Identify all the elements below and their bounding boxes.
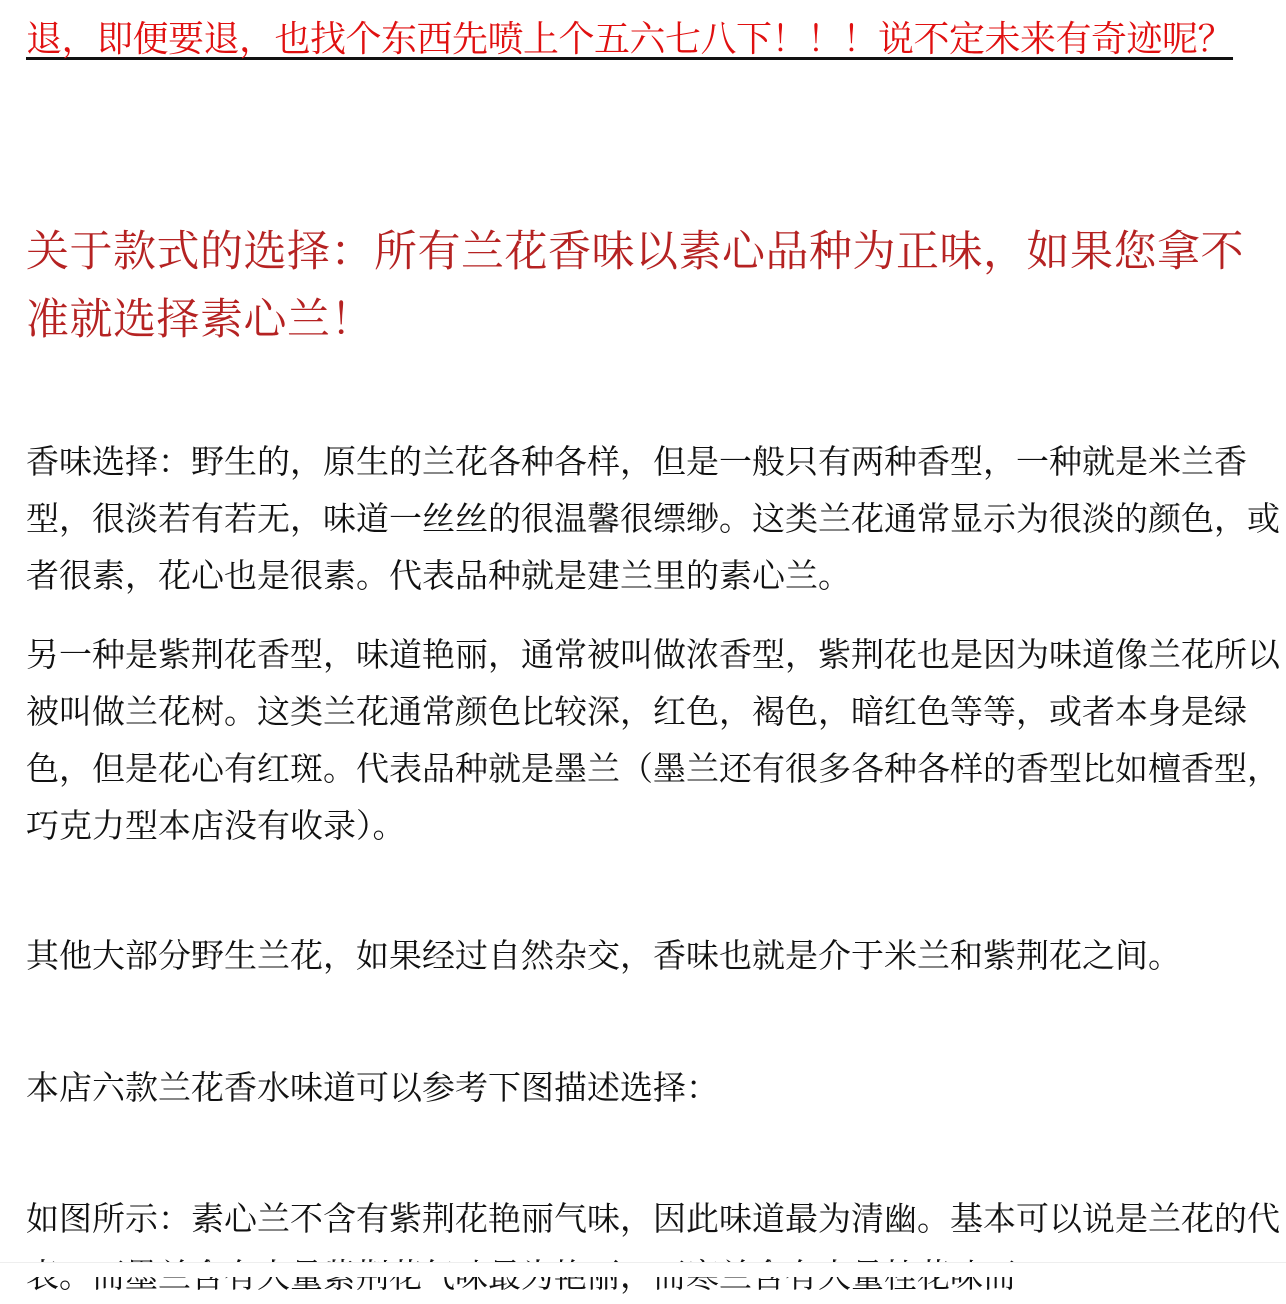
bauhinia-scent-paragraph: 另一种是紫荆花香型，味道艳丽，通常被叫做浓香型，紫荆花也是因为味道像兰花所以被叫做兰花树。这类兰花通常颜色比较深，红色，褐色，暗红色等等，或者本身是绿色，但是花心有红斑。代表品种就是墨兰（墨兰还有很多各种各样的香型比如檀香型，巧克力型本店没有收录）。	[26, 635, 1280, 845]
bottom-edge	[0, 1262, 1286, 1277]
chart-description-paragraph: 如图所示：素心兰不含有紫荆花艳丽气味，因此味道最为清幽。基本可以说是兰花的代	[26, 1199, 1280, 1238]
return-warning-text: 退，即便要退，也找个东西先喷上个五六七八下！！！说不定未来有奇迹呢？	[26, 19, 1234, 60]
style-selection-heading: 关于款式的选择：所有兰花香味以素心品种为正味，如果您拿不准就选择素心兰！	[26, 227, 1244, 345]
wild-orchid-paragraph: 其他大部分野生兰花，如果经过自然杂交，香味也就是介于米兰和紫荆花之间。	[26, 936, 1181, 975]
reference-chart-paragraph: 本店六款兰花香水味道可以参考下图描述选择：	[26, 1068, 719, 1107]
scent-selection-paragraph: 香味选择：野生的，原生的兰花各种各样，但是一般只有两种香型，一种就是米兰香型，很淡若有若无，味道一丝丝的很温馨很缥缈。这类兰花通常显示为很淡的颜色，或者很素，花心也是很素。代表品种就是建兰里的素心兰。	[26, 442, 1280, 595]
